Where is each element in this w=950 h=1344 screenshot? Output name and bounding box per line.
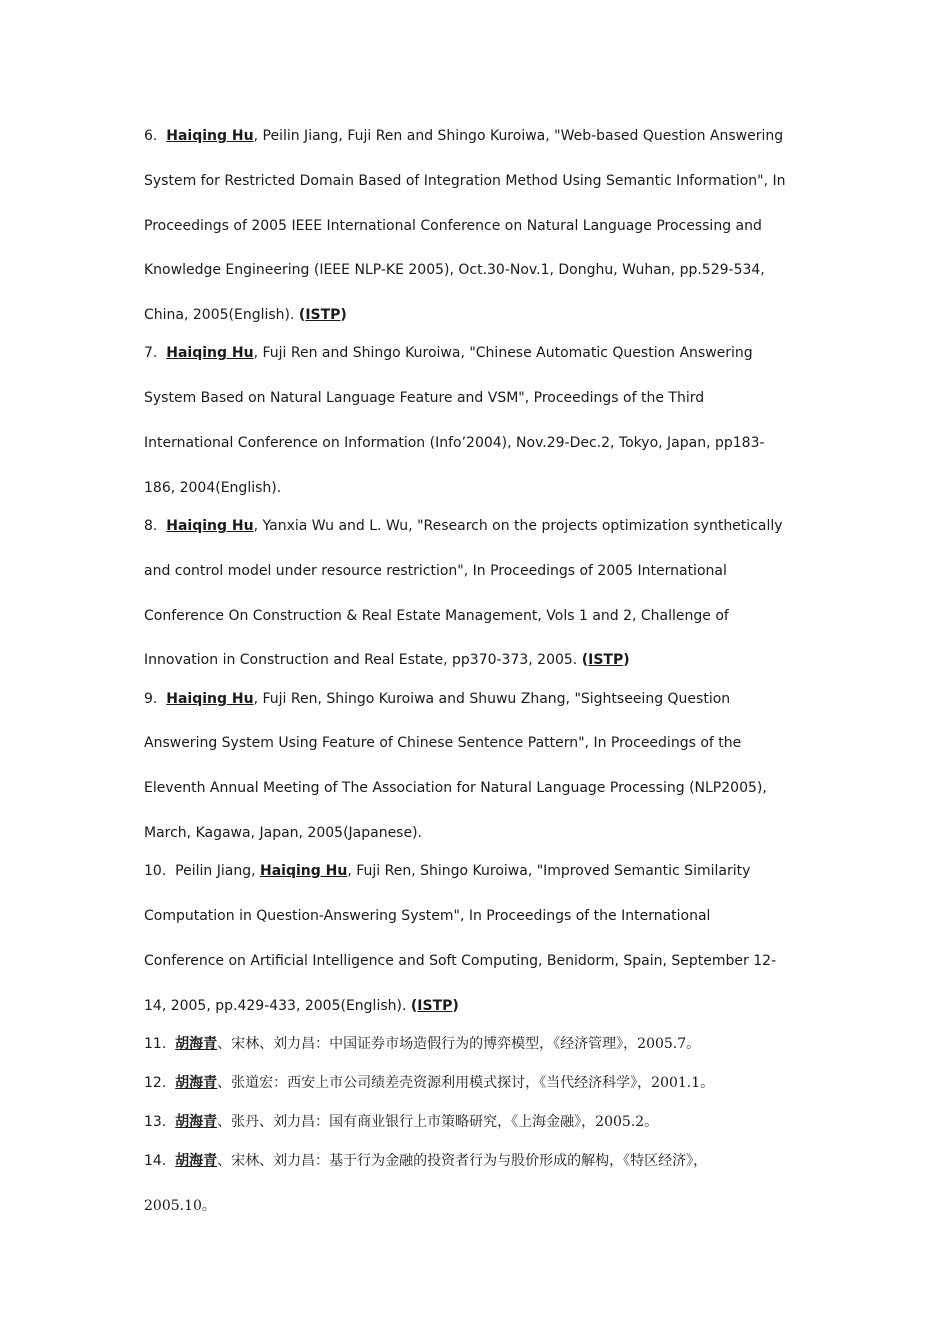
reference-text: , Peilin Jiang, Fuji Ren and Shingo Kuroiwa, "Web-based Question Answering — [253, 128, 784, 144]
reference-6-line-5 — [144, 305, 347, 325]
reference-text: 、宋林、刘力昌：基于行为金融的投资者行为与股价形成的解构，《特区经济》， — [217, 1153, 708, 1169]
reference-9-line-1 — [144, 689, 730, 709]
reference-text: Innovation in Construction and Real Estate, pp370-373, 2005. — [144, 652, 578, 668]
reference-text: 、张丹、刘力昌：国有商业银行上市策略研究，《上海金融》，2005.2。 — [217, 1114, 659, 1130]
reference-8-line-2 — [144, 561, 727, 581]
reference-text: System Based on Natural Language Feature and VSM", Proceedings of the Third — [144, 390, 705, 406]
reference-text: 、张道宏：西安上市公司绩差壳资源利用模式探讨，《当代经济科学》，2001.1。 — [217, 1075, 715, 1091]
reference-text: Proceedings of 2005 IEEE International Conference on Natural Language Processing and — [144, 218, 762, 234]
reference-text: China, 2005(English). — [144, 307, 295, 323]
reference-text: International Conference on Information (Info’2004), Nov.29-Dec.2, Tokyo, Japan, pp183- — [144, 435, 765, 451]
reference-number: 12. — [144, 1075, 167, 1091]
reference-number: 10. — [144, 863, 167, 879]
reference-6-line-1 — [144, 126, 783, 146]
reference-number: 13. — [144, 1114, 167, 1130]
reference-text: Answering System Using Feature of Chinese Sentence Pattern", In Proceedings of the — [144, 735, 742, 751]
reference-number: 8. — [144, 518, 158, 534]
reference-text: 186, 2004(English). — [144, 480, 282, 496]
reference-text: , Fuji Ren, Shingo Kuroiwa and Shuwu Zhang, "Sightseeing Question — [253, 691, 731, 707]
reference-text: 、宋林、刘力昌：中国证券市场造假行为的博弈模型，《经济管理》，2005.7。 — [217, 1036, 701, 1052]
reference-text: , Fuji Ren, Shingo Kuroiwa, "Improved Semantic Similarity — [347, 863, 751, 879]
author-name: 胡海青 — [175, 1036, 218, 1052]
reference-12-line-1 — [144, 1073, 714, 1093]
reference-10-line-2 — [144, 906, 710, 926]
reference-text: 14, 2005, pp.429-433, 2005(English). — [144, 998, 407, 1014]
reference-6-line-3 — [144, 216, 762, 236]
reference-text: 2005.10。 — [144, 1198, 216, 1214]
reference-13-line-1 — [144, 1112, 658, 1132]
reference-8-line-4 — [144, 650, 630, 670]
author-name: 胡海青 — [175, 1153, 218, 1169]
reference-7-line-3 — [144, 433, 765, 453]
reference-8-line-1 — [144, 516, 783, 536]
author-name: 胡海青 — [175, 1114, 218, 1130]
reference-text: Conference on Artificial Intelligence and Soft Computing, Benidorm, Spain, September 12- — [144, 953, 777, 969]
reference-number: 14. — [144, 1153, 167, 1169]
author-name: Haiqing Hu — [259, 863, 348, 879]
reference-number: 9. — [144, 691, 158, 707]
author-name: Haiqing Hu — [166, 128, 254, 144]
author-name: Haiqing Hu — [166, 518, 254, 534]
reference-6-line-4 — [144, 260, 765, 280]
reference-7-line-1 — [144, 343, 753, 363]
reference-text: Peilin Jiang, — [175, 863, 260, 879]
reference-6-line-2 — [144, 171, 785, 191]
reference-text: and control model under resource restriction", In Proceedings of 2005 International — [144, 563, 727, 579]
reference-text: Eleventh Annual Meeting of The Association for Natural Language Processing (NLP2005), — [144, 780, 767, 796]
istp-tag: (ISTP) — [581, 652, 630, 668]
reference-number: 11. — [144, 1036, 167, 1052]
reference-text: Computation in Question-Answering System", In Proceedings of the International — [144, 908, 711, 924]
author-name: Haiqing Hu — [166, 691, 254, 707]
reference-10-line-4 — [144, 996, 459, 1016]
reference-number: 6. — [144, 128, 158, 144]
reference-text: , Yanxia Wu and L. Wu, "Research on the projects optimization synthetically — [253, 518, 783, 534]
reference-14-line-1 — [144, 1151, 707, 1171]
author-name: Haiqing Hu — [166, 345, 254, 361]
reference-text: System for Restricted Domain Based of Integration Method Using Semantic Information", In — [144, 173, 786, 189]
reference-9-line-3 — [144, 778, 767, 798]
reference-text: Knowledge Engineering (IEEE NLP-KE 2005), Oct.30-Nov.1, Donghu, Wuhan, pp.529-534, — [144, 262, 765, 278]
reference-text: March, Kagawa, Japan, 2005(Japanese). — [144, 825, 423, 841]
author-name: 胡海青 — [175, 1075, 218, 1091]
reference-9-line-4 — [144, 823, 422, 843]
reference-11-line-1 — [144, 1034, 700, 1054]
reference-text: , Fuji Ren and Shingo Kuroiwa, "Chinese Automatic Question Answering — [253, 345, 753, 361]
reference-number: 7. — [144, 345, 158, 361]
istp-tag: (ISTP) — [410, 998, 459, 1014]
istp-tag: (ISTP) — [298, 307, 347, 323]
reference-10-line-1 — [144, 861, 750, 881]
reference-7-line-4 — [144, 478, 281, 498]
reference-10-line-3 — [144, 951, 776, 971]
reference-9-line-2 — [144, 733, 741, 753]
reference-14-line-2 — [144, 1196, 216, 1216]
reference-8-line-3 — [144, 606, 729, 626]
reference-text: Conference On Construction & Real Estate Management, Vols 1 and 2, Challenge of — [144, 608, 729, 624]
reference-7-line-2 — [144, 388, 704, 408]
